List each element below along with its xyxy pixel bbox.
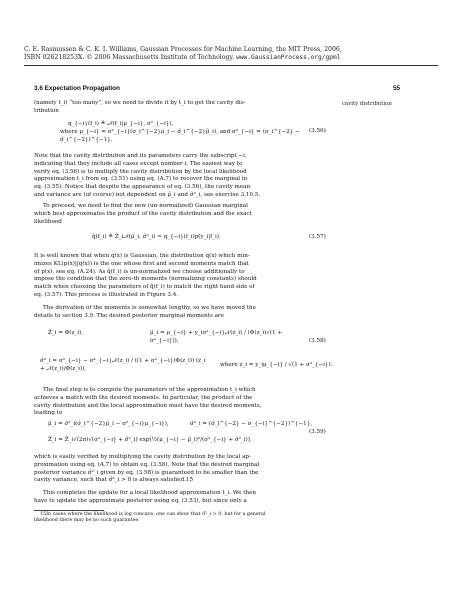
text-line: verify eq. (3.56) is to multiply the cavity distribution by the local likelihood xyxy=(34,168,247,175)
text-line: posterior variance σ̂²_i given by eq. (3.58) is guaranteed to be smaller than the xyxy=(34,469,259,476)
equation-3-58-Z: Ẑ_i = Φ(z_i), xyxy=(48,330,83,336)
equation-number: (3.57) xyxy=(309,234,326,240)
equation-3-59-mu: μ̃_i = σ̃²_i(σ̂_i^{−2}μ̂_i − σ²_{−i}μ_{−i}), xyxy=(48,421,169,427)
equation-3-58-sigma: σ̂²_i = σ²_{−i} − σ⁴_{−i}𝒩(z_i) / ((1 + σ²_{−i})Φ(z_i)) (z_i + 𝒩(z_i)/Φ(z_i)), xyxy=(40,358,206,372)
text-line: achieves a match with the desired moments. In particular, the product of the xyxy=(34,394,253,401)
footnote-line: 15In cases where the likelihood is log concave, one can show that σ̃²_i > 0, but for a general xyxy=(40,512,266,517)
text-line: cavity distribution and the local approximation must have the desired moments, xyxy=(34,402,262,409)
header-url[interactable]: www.GaussianProcess.org/gpml xyxy=(236,54,341,61)
text-line: The derivation of the moments is somewhat lengthy, so we have moved the xyxy=(43,305,256,311)
text-line: cavity variance, such that σ̃²_i > 0 is always satisfied.15 xyxy=(34,477,194,484)
text-line: have to update the approximate posterior using eq. (3.53), but since only a xyxy=(34,497,247,504)
header-line-2 xyxy=(24,54,444,62)
text-line: and variance are (of course) not dependent on μ̃_i and σ̃²_i, see exercise 3.10.5. xyxy=(34,191,261,198)
footnote-line: likelihood there may be no such guarantee. xyxy=(34,518,140,524)
equation-number: (3.59) xyxy=(309,429,326,435)
text-line: To proceed, we need to find the new (un-normalized) Gaussian marginal xyxy=(43,203,248,209)
section-title: 3.6 Expectation Propagation xyxy=(34,85,120,92)
text-line: which best approximates the product of the cavity distribution and the exact xyxy=(34,210,252,217)
footnote-rule xyxy=(34,510,104,511)
paragraph-moment-matching xyxy=(34,253,334,300)
text-line: match when choosing the parameters of q̂(f_i) to match the right hand side of xyxy=(34,284,255,291)
text-line: It is well known that when q(x) is Gaussian, the distribution q(x) which min- xyxy=(34,253,250,259)
text-line: of p(x), see eq. (A.24). As q̂(f_i) is un-normalized we choose additionally to xyxy=(34,268,245,275)
text-line: details to section 3.9. The desired posterior marginal moments are xyxy=(34,312,224,319)
equation-number: (3.58) xyxy=(309,338,326,344)
paragraph-derivation xyxy=(34,305,334,321)
equation-3-59-sigma: σ̃²_i = (σ̂_i^{−2} − σ_{−i}^{−2})^{−1}, xyxy=(190,421,313,427)
margin-note: cavity distribution xyxy=(342,101,392,107)
equation-3-57: q̂(f_i) ≜ Ẑ_i𝒩(μ̂_i, σ̂²_i) ≃ q_{−i}(f_i)p(y_i|f_i). xyxy=(92,234,221,240)
paragraph-completion xyxy=(34,490,334,506)
equation-number: (3.56) xyxy=(309,128,326,134)
paragraph-find-marginal xyxy=(34,203,334,226)
equation-3-56 xyxy=(60,121,330,144)
paragraph-cavity-intro xyxy=(34,100,334,116)
paragraph-final-step xyxy=(34,387,334,418)
text-line: eq. (3.55). Notice that despite the appearance of eq. (3.56), the cavity mean xyxy=(34,184,251,191)
text-line: The final step is to compute the parameters of the approximation t_i which xyxy=(43,387,256,393)
text-line: indicating that they include all cases except number i. The easiest way to xyxy=(34,160,243,167)
text-line: Note that the cavity distribution and its parameters carry the subscript −i, xyxy=(34,153,247,159)
text-line: tribution xyxy=(34,107,59,114)
equation-3-58-mu: μ̂_i = μ_{−i} + y_iσ²_{−i}𝒩(z_i) / (Φ(z_i)√(1 + σ²_{−i})), xyxy=(150,330,283,344)
text-line: impose the condition that the zero-th moments (normalizing constants) should xyxy=(34,276,257,283)
paragraph-cavity-notes xyxy=(34,153,334,200)
text-line: This completes the update for a local likelihood approximation t_i. We then xyxy=(43,490,257,496)
header-rule xyxy=(24,65,438,66)
text-line: which is easily verified by multiplying the cavity distribution by the local ap- xyxy=(34,454,251,460)
text-line: (namely t_i) “too many”, so we need to divide it by t_i to get the cavity dis- xyxy=(34,100,246,106)
text-line: eq. (3.57). This process is illustrated in Figure 3.4. xyxy=(34,291,179,298)
equation-3-58-z: where z_i = y_iμ_{−i} / √(1 + σ²_{−i}). xyxy=(220,362,333,368)
footnote-15 xyxy=(34,512,334,525)
equation-line: q_{−i}(f_i) ≜ 𝒩(f_i|μ_{−i}, σ²_{−i}), xyxy=(68,121,174,127)
equation-line: where μ_{−i} = σ²_{−i}(σ_i^{−2}μ_i − σ̃_i^{−2}μ̃_i), and σ²_{−i} = (σ_i^{−2} − σ̃_i^{−2})^{−1}. xyxy=(60,128,300,143)
equation-3-59-Z: Z̃_i = Ẑ_i√(2π)√(σ²_{−i} + σ̃²_i) exp(½(μ_{−i} − μ̃_i)²/(σ²_{−i} + σ̃²_i)), xyxy=(48,437,252,443)
header-line-1: C. E. Rasmussen & C. K. I. Williams, Gaussian Processes for Machine Learning, the MIT Press, 2006, xyxy=(24,46,342,53)
text-line: imizes KL(p(x)||q(x)) is the one whose first and second moments match that xyxy=(34,260,249,267)
page-number: 55 xyxy=(393,85,401,92)
text-line: approximation t_i from eq. (3.51) using eq. (A.7) to recover the marginal in xyxy=(34,176,248,183)
copyright-header xyxy=(24,46,444,62)
text-line: proximation using eq. (A.7) to obtain eq. (3.58). Note that the desired marginal xyxy=(34,461,260,468)
text-line: likelihood xyxy=(34,218,62,225)
text-line: leading to xyxy=(34,410,63,417)
paragraph-verification xyxy=(34,454,334,485)
header-isbn: ISBN 026218253X. © 2006 Massachusetts Institute of Technology. xyxy=(24,54,235,61)
